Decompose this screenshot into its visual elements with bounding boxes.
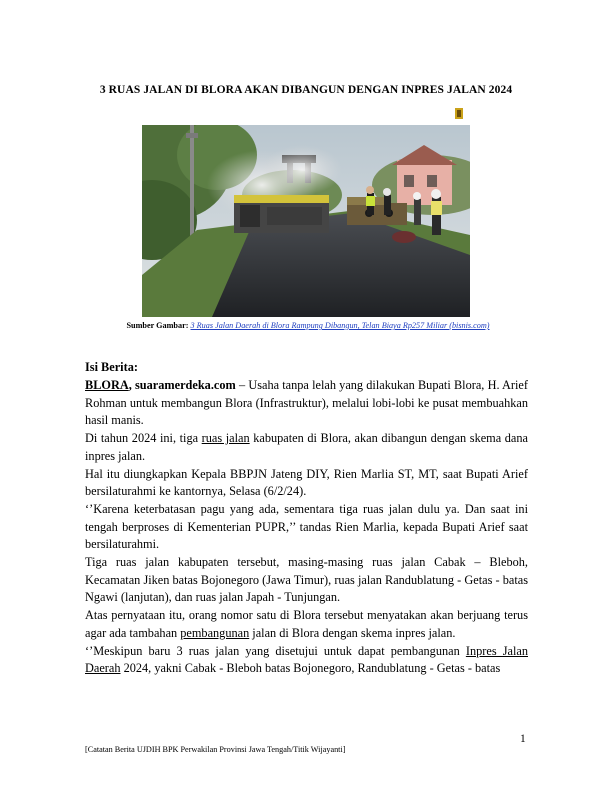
paragraph-6-text-after: jalan di Blora dengan skema inpres jalan. (249, 625, 456, 640)
image-caption (108, 320, 508, 331)
pembangunan-link[interactable]: pembangunan (180, 625, 250, 640)
paragraph-2-text-after: kabupaten di Blora, akan dibangun dengan skema dana inpres jalan. (85, 431, 528, 463)
paragraph-4: ‘’Karena keterbatasan pagu yang ada, sementara tiga ruas jalan dulu ya. Dan saat ini tengah berproses di Kementerian PUPR,’’ tandas Rien Marlia, kepada Bupati Arief saat bersilaturahmi. (85, 501, 528, 552)
section-heading: Isi Berita: (85, 360, 138, 374)
caption-label: Sumber Gambar: (126, 321, 189, 330)
source-site: , suaramerdeka.com (128, 378, 236, 392)
paragraph-7-text-after: 2024, yakni Cabak - Bleboh batas Bojonegoro, Randublatung - Getas - batas (120, 661, 501, 676)
inpres-jalan-daerah-link[interactable]: Inpres Jalan Daerah (85, 643, 528, 676)
paragraph-1 (85, 377, 528, 430)
source-place-link[interactable]: BLORA (85, 378, 129, 392)
footer-note: [Catatan Berita UJDIH BPK Perwakilan Provinsi Jawa Tengah/Titik Wijayanti] (85, 745, 346, 754)
paragraph-5: Tiga ruas jalan kabupaten tersebut, masing-masing ruas jalan Cabak – Bleboh, Kecamatan Jiken batas Bojonegoro (Jawa Timur), ruas jalan Randublatung - Getas - batas Ngawi (lanjutan), dan ruas jalan Japah - Tunjungan. (85, 555, 528, 605)
page-number: 1 (520, 733, 526, 745)
article-body (85, 377, 528, 678)
page-title: 3 RUAS JALAN DI BLORA AKAN DIBANGUN DENGAN INPRES JALAN 2024 (99, 84, 513, 96)
logo-badge-icon (455, 108, 463, 119)
paragraph-3: Hal itu diungkapkan Kepala BBPJN Jateng DIY, Rien Marlia ST, MT, saat Bupati Arief bersilaturahmi ke kantornya, Selasa (6/2/24). (85, 466, 528, 499)
caption-source-link[interactable]: 3 Ruas Jalan Daerah di Blora Rampung Dibangun, Telan Biaya Rp257 Miliar (bisnis.com) (190, 321, 490, 330)
paragraph-6-text-before: Atas pernyataan itu, orang nomor satu di Blora tersebut menyatakan akan berjuang terus agar ada tambahan (85, 608, 528, 640)
paragraph-1-text: – Usaha tanpa lelah yang dilakukan Bupati Blora, H. Arief Rohman untuk membangun Blora (Infrastruktur), melalui lobi-lobi ke pusat membuahkan hasil manis. (85, 378, 528, 428)
paragraph-2 (85, 430, 528, 465)
paragraph-7-text-before: ‘’Meskipun baru 3 ruas jalan yang disetujui untuk dapat pembangunan (85, 643, 466, 658)
ruas-jalan-link[interactable]: ruas jalan (201, 431, 250, 446)
paragraph-6 (85, 607, 528, 642)
paragraph-7 (85, 643, 528, 678)
road-paving-photo (142, 125, 470, 317)
paragraph-2-text-before: Di tahun 2024 ini, tiga (85, 431, 202, 446)
